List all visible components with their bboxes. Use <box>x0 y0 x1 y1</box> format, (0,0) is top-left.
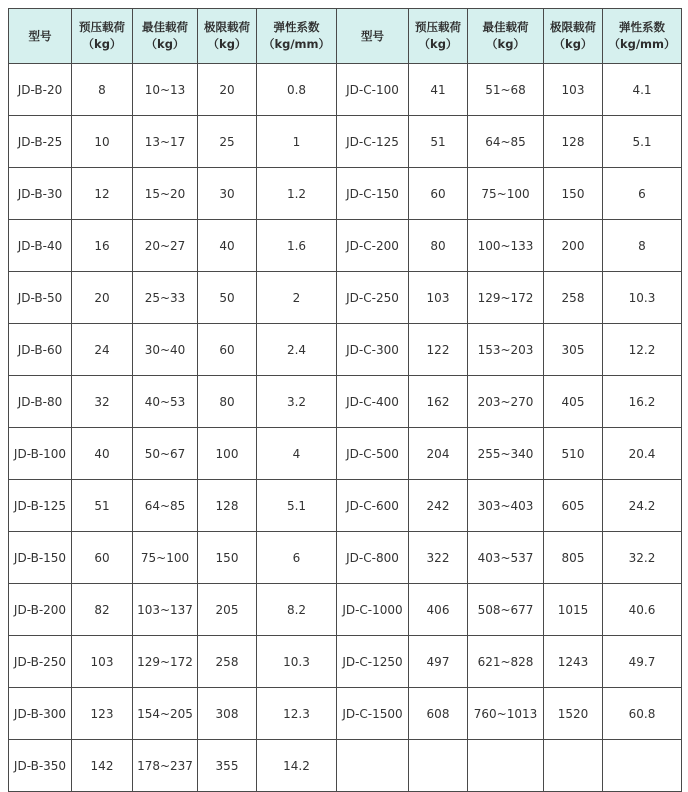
table-cell: 10.3 <box>257 636 337 688</box>
table-cell: 805 <box>544 532 603 584</box>
table-cell: 5.1 <box>257 480 337 532</box>
model-cell: JD-B-150 <box>9 532 72 584</box>
header-row <box>9 9 682 64</box>
table-cell: 40~53 <box>133 376 198 428</box>
table-cell: 64~85 <box>468 116 544 168</box>
table-cell: 1.6 <box>257 220 337 272</box>
table-cell: 308 <box>198 688 257 740</box>
table-row <box>9 272 682 324</box>
table-cell <box>409 740 468 792</box>
table-row <box>9 428 682 480</box>
column-header <box>198 9 257 64</box>
table-cell: 32.2 <box>603 532 682 584</box>
table-cell: 203~270 <box>468 376 544 428</box>
model-cell: JD-B-250 <box>9 636 72 688</box>
model-cell: JD-C-150 <box>337 168 409 220</box>
table-cell: 129~172 <box>468 272 544 324</box>
table-cell: 1520 <box>544 688 603 740</box>
model-cell: JD-B-25 <box>9 116 72 168</box>
table-cell: 12.2 <box>603 324 682 376</box>
column-header <box>133 9 198 64</box>
table-cell: 4 <box>257 428 337 480</box>
table-row <box>9 116 682 168</box>
model-cell: JD-B-50 <box>9 272 72 324</box>
column-header-line: （kg） <box>553 37 593 51</box>
model-cell: JD-B-200 <box>9 584 72 636</box>
table-cell <box>544 740 603 792</box>
table-cell: 150 <box>198 532 257 584</box>
table-row <box>9 64 682 116</box>
column-header <box>468 9 544 64</box>
column-header <box>257 9 337 64</box>
column-header-line: 弹性系数 <box>619 20 665 34</box>
table-cell: 49.7 <box>603 636 682 688</box>
table-cell: 6 <box>257 532 337 584</box>
table-cell: 51 <box>409 116 468 168</box>
table-cell: 60 <box>72 532 133 584</box>
column-header-line: （kg） <box>82 37 122 51</box>
table-cell: 40 <box>72 428 133 480</box>
model-cell: JD-C-300 <box>337 324 409 376</box>
table-cell: 150 <box>544 168 603 220</box>
table-cell: 2 <box>257 272 337 324</box>
table-cell: 178~237 <box>133 740 198 792</box>
column-header <box>544 9 603 64</box>
table-row <box>9 740 682 792</box>
table-cell: 305 <box>544 324 603 376</box>
table-row <box>9 220 682 272</box>
model-cell: JD-B-30 <box>9 168 72 220</box>
table-cell: 100 <box>198 428 257 480</box>
column-header-line: （kg） <box>418 37 458 51</box>
table-cell: 405 <box>544 376 603 428</box>
column-header-line: 弹性系数 <box>273 20 320 34</box>
table-cell: 154~205 <box>133 688 198 740</box>
model-cell: JD-B-300 <box>9 688 72 740</box>
column-header-line: 预压载荷 <box>79 20 125 34</box>
model-cell: JD-B-40 <box>9 220 72 272</box>
table-cell: 80 <box>198 376 257 428</box>
table-cell: 60.8 <box>603 688 682 740</box>
table-cell: 4.1 <box>603 64 682 116</box>
table-cell: 242 <box>409 480 468 532</box>
table-cell: 1 <box>257 116 337 168</box>
table-cell: 510 <box>544 428 603 480</box>
model-cell <box>337 740 409 792</box>
table-cell: 128 <box>544 116 603 168</box>
table-cell: 608 <box>409 688 468 740</box>
table-cell: 40 <box>198 220 257 272</box>
table-cell: 303~403 <box>468 480 544 532</box>
table-cell: 50~67 <box>133 428 198 480</box>
table-cell: 129~172 <box>133 636 198 688</box>
table-cell: 30~40 <box>133 324 198 376</box>
model-cell: JD-C-125 <box>337 116 409 168</box>
table-cell: 2.4 <box>257 324 337 376</box>
table-cell: 258 <box>198 636 257 688</box>
column-header-line: （kg） <box>145 37 185 51</box>
column-header-line: 极限载荷 <box>204 20 250 34</box>
table-cell: 20~27 <box>133 220 198 272</box>
column-header <box>603 9 682 64</box>
table-cell: 760~1013 <box>468 688 544 740</box>
model-cell: JD-C-1500 <box>337 688 409 740</box>
table-row <box>9 324 682 376</box>
column-header <box>72 9 133 64</box>
table-cell: 12.3 <box>257 688 337 740</box>
table-row <box>9 480 682 532</box>
table-cell: 1015 <box>544 584 603 636</box>
table-cell: 128 <box>198 480 257 532</box>
model-cell: JD-C-600 <box>337 480 409 532</box>
table-cell: 5.1 <box>603 116 682 168</box>
column-header-line: 预压载荷 <box>415 20 461 34</box>
model-cell: JD-B-350 <box>9 740 72 792</box>
table-cell: 82 <box>72 584 133 636</box>
table-cell <box>603 740 682 792</box>
table-cell: 406 <box>409 584 468 636</box>
model-cell: JD-C-1000 <box>337 584 409 636</box>
model-cell: JD-C-500 <box>337 428 409 480</box>
table-cell: 122 <box>409 324 468 376</box>
table-cell: 403~537 <box>468 532 544 584</box>
table-cell: 20.4 <box>603 428 682 480</box>
model-cell: JD-C-800 <box>337 532 409 584</box>
table-cell: 255~340 <box>468 428 544 480</box>
table-cell: 41 <box>409 64 468 116</box>
table-cell: 24 <box>72 324 133 376</box>
model-cell: JD-B-100 <box>9 428 72 480</box>
table-cell: 13~17 <box>133 116 198 168</box>
table-cell: 25 <box>198 116 257 168</box>
table-cell: 103 <box>544 64 603 116</box>
table-header <box>9 9 682 64</box>
table-body <box>9 64 682 792</box>
table-cell: 621~828 <box>468 636 544 688</box>
table-cell: 605 <box>544 480 603 532</box>
table-cell: 322 <box>409 532 468 584</box>
table-cell: 20 <box>72 272 133 324</box>
table-cell: 10.3 <box>603 272 682 324</box>
table-cell: 508~677 <box>468 584 544 636</box>
model-cell: JD-C-100 <box>337 64 409 116</box>
table-cell: 103 <box>72 636 133 688</box>
column-header-line: 型号 <box>361 28 384 43</box>
table-cell: 6 <box>603 168 682 220</box>
table-cell: 32 <box>72 376 133 428</box>
table-cell: 355 <box>198 740 257 792</box>
model-cell: JD-B-20 <box>9 64 72 116</box>
model-cell: JD-C-400 <box>337 376 409 428</box>
table-row <box>9 636 682 688</box>
table-cell: 16 <box>72 220 133 272</box>
model-cell: JD-C-200 <box>337 220 409 272</box>
table-cell: 75~100 <box>468 168 544 220</box>
column-header-line: 最佳载荷 <box>482 20 529 34</box>
table-cell: 60 <box>409 168 468 220</box>
column-header-line: （kg） <box>207 37 247 51</box>
table-cell: 205 <box>198 584 257 636</box>
column-header <box>409 9 468 64</box>
table-cell: 123 <box>72 688 133 740</box>
table-row <box>9 584 682 636</box>
table-cell: 1243 <box>544 636 603 688</box>
column-header <box>337 9 409 64</box>
model-cell: JD-C-250 <box>337 272 409 324</box>
table-cell: 100~133 <box>468 220 544 272</box>
table-cell: 103~137 <box>133 584 198 636</box>
column-header-line: （kg/mm） <box>262 37 331 51</box>
column-header-line: 型号 <box>28 28 52 43</box>
table-cell: 8 <box>603 220 682 272</box>
table-cell: 30 <box>198 168 257 220</box>
model-cell: JD-B-80 <box>9 376 72 428</box>
column-header <box>9 9 72 64</box>
table-row <box>9 688 682 740</box>
table-cell: 497 <box>409 636 468 688</box>
table-cell: 142 <box>72 740 133 792</box>
table-cell: 40.6 <box>603 584 682 636</box>
table-cell: 3.2 <box>257 376 337 428</box>
table-cell: 16.2 <box>603 376 682 428</box>
table-cell: 75~100 <box>133 532 198 584</box>
table-cell: 64~85 <box>133 480 198 532</box>
table-cell: 10~13 <box>133 64 198 116</box>
table-cell: 162 <box>409 376 468 428</box>
table-cell: 51 <box>72 480 133 532</box>
table-cell <box>468 740 544 792</box>
table-cell: 258 <box>544 272 603 324</box>
table-cell: 8 <box>72 64 133 116</box>
table-row <box>9 376 682 428</box>
table-cell: 14.2 <box>257 740 337 792</box>
table-cell: 1.2 <box>257 168 337 220</box>
table-cell: 153~203 <box>468 324 544 376</box>
table-cell: 51~68 <box>468 64 544 116</box>
table-cell: 12 <box>72 168 133 220</box>
table-cell: 15~20 <box>133 168 198 220</box>
table-cell: 10 <box>72 116 133 168</box>
column-header-line: 极限载荷 <box>550 20 596 34</box>
table-cell: 25~33 <box>133 272 198 324</box>
table-cell: 24.2 <box>603 480 682 532</box>
table-cell: 204 <box>409 428 468 480</box>
column-header-line: （kg） <box>486 37 525 51</box>
table-cell: 50 <box>198 272 257 324</box>
table-row <box>9 168 682 220</box>
table-row <box>9 532 682 584</box>
table-cell: 20 <box>198 64 257 116</box>
spring-spec-table <box>8 8 682 792</box>
table-cell: 60 <box>198 324 257 376</box>
table-cell: 80 <box>409 220 468 272</box>
table-cell: 0.8 <box>257 64 337 116</box>
column-header-line: （kg/mm） <box>608 37 676 51</box>
column-header-line: 最佳载荷 <box>142 20 188 34</box>
table-cell: 200 <box>544 220 603 272</box>
model-cell: JD-B-125 <box>9 480 72 532</box>
table-cell: 103 <box>409 272 468 324</box>
model-cell: JD-C-1250 <box>337 636 409 688</box>
model-cell: JD-B-60 <box>9 324 72 376</box>
table-cell: 8.2 <box>257 584 337 636</box>
